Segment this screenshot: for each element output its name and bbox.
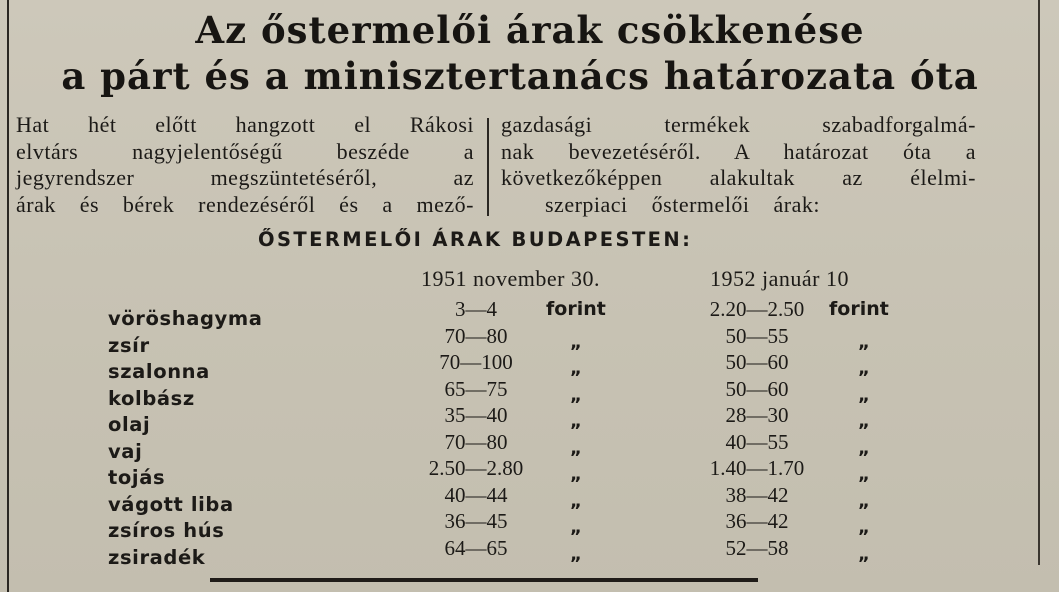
table-row (0, 402, 1040, 436)
unit-label: forint (829, 298, 889, 320)
ditto-mark: „ (570, 411, 582, 432)
table-row (0, 482, 1040, 516)
table-title: ŐSTERMELŐI ÁRAK BUDAPESTEN: (258, 228, 693, 251)
ditto-mark: „ (858, 411, 870, 432)
column-header-1952: 1952 január 10 (710, 266, 849, 291)
ditto-mark: „ (570, 384, 582, 406)
price-1952: 50—60 (725, 376, 789, 401)
headline-line-1: Az őstermelői árak csökkenése (195, 8, 865, 52)
price-1952: 2.20—2.50 (709, 297, 805, 321)
article-line: Hat hét előtt hangzott el Rákosi (16, 112, 474, 137)
ditto-mark: „ (570, 464, 582, 485)
headline-line-2: a párt és a minisztertanács határozata óta (61, 54, 979, 98)
price-1951: 35—40 (444, 403, 508, 427)
product-name: tojás (108, 466, 166, 489)
column-header-1951: 1951 november 30. (421, 266, 600, 291)
ditto-mark: „ (858, 384, 870, 406)
product-name: zsiradék (108, 545, 206, 569)
column-separator (487, 118, 489, 216)
price-1952: 28—30 (725, 403, 789, 427)
table-row (0, 323, 1040, 357)
price-1951: 3—4 (455, 297, 497, 321)
price-1952: 36—42 (725, 509, 789, 533)
article-line: következőképpen alakultak az élelmi- (501, 165, 976, 190)
price-1952: 52—58 (725, 535, 789, 560)
table-row (0, 535, 1040, 569)
product-name: zsíros hús (108, 519, 225, 542)
price-1952: 50—60 (725, 350, 789, 374)
ditto-mark: „ (570, 331, 582, 353)
article-line: szerpiaci őstermelői árak: (545, 191, 821, 217)
table-row (0, 296, 1040, 330)
product-name: szalonna (108, 360, 210, 383)
product-name: vaj (108, 439, 143, 463)
price-1952: 1.40—1.70 (709, 456, 805, 480)
table-row (0, 429, 1040, 463)
ditto-mark: „ (570, 490, 582, 512)
product-name: vágott liba (108, 492, 234, 516)
price-1952: 40—55 (725, 429, 789, 454)
price-1951: 64—65 (444, 535, 508, 560)
article-line: árak és bérek rendezéséről és a mező- (16, 191, 474, 217)
price-1952: 38—42 (725, 482, 789, 507)
price-table (0, 296, 1040, 569)
table-row (0, 508, 1040, 542)
price-1951: 2.50—2.80 (428, 456, 524, 480)
article-line: gazdasági termékek szabadforgalmá- (501, 112, 976, 137)
article-left-column (16, 112, 474, 218)
price-1951: 70—80 (444, 429, 508, 454)
bottom-rule (210, 578, 758, 582)
product-name: vöröshagyma (108, 307, 263, 330)
ditto-mark: „ (858, 490, 870, 512)
product-name: kolbász (108, 386, 195, 410)
price-1951: 65—75 (444, 376, 508, 401)
price-1951: 70—100 (439, 350, 513, 374)
ditto-mark: „ (858, 437, 870, 459)
article-line: elvtárs nagyjelentőségű beszéde a (16, 138, 474, 164)
table-row (0, 376, 1040, 410)
ditto-mark: „ (858, 517, 870, 538)
article-line: jegyrendszer megszüntetéséről, az (16, 165, 474, 190)
table-row (0, 349, 1040, 383)
ditto-mark: „ (858, 358, 870, 379)
product-name: zsír (108, 333, 150, 357)
price-1951: 36—45 (444, 509, 508, 533)
ditto-mark: „ (570, 517, 582, 538)
ditto-mark: „ (570, 543, 582, 565)
ditto-mark: „ (858, 331, 870, 353)
price-1951: 40—44 (444, 482, 508, 507)
article-right-column (501, 112, 976, 218)
ditto-mark: „ (570, 358, 582, 379)
product-name: olaj (108, 413, 151, 436)
price-1952: 50—55 (725, 323, 789, 348)
ditto-mark: „ (570, 437, 582, 459)
ditto-mark: „ (858, 464, 870, 485)
unit-label: forint (546, 298, 606, 320)
article-line: nak bevezetéséről. A határozat óta a (501, 138, 976, 164)
ditto-mark: „ (858, 543, 870, 565)
table-row (0, 455, 1040, 489)
price-1951: 70—80 (444, 323, 508, 348)
